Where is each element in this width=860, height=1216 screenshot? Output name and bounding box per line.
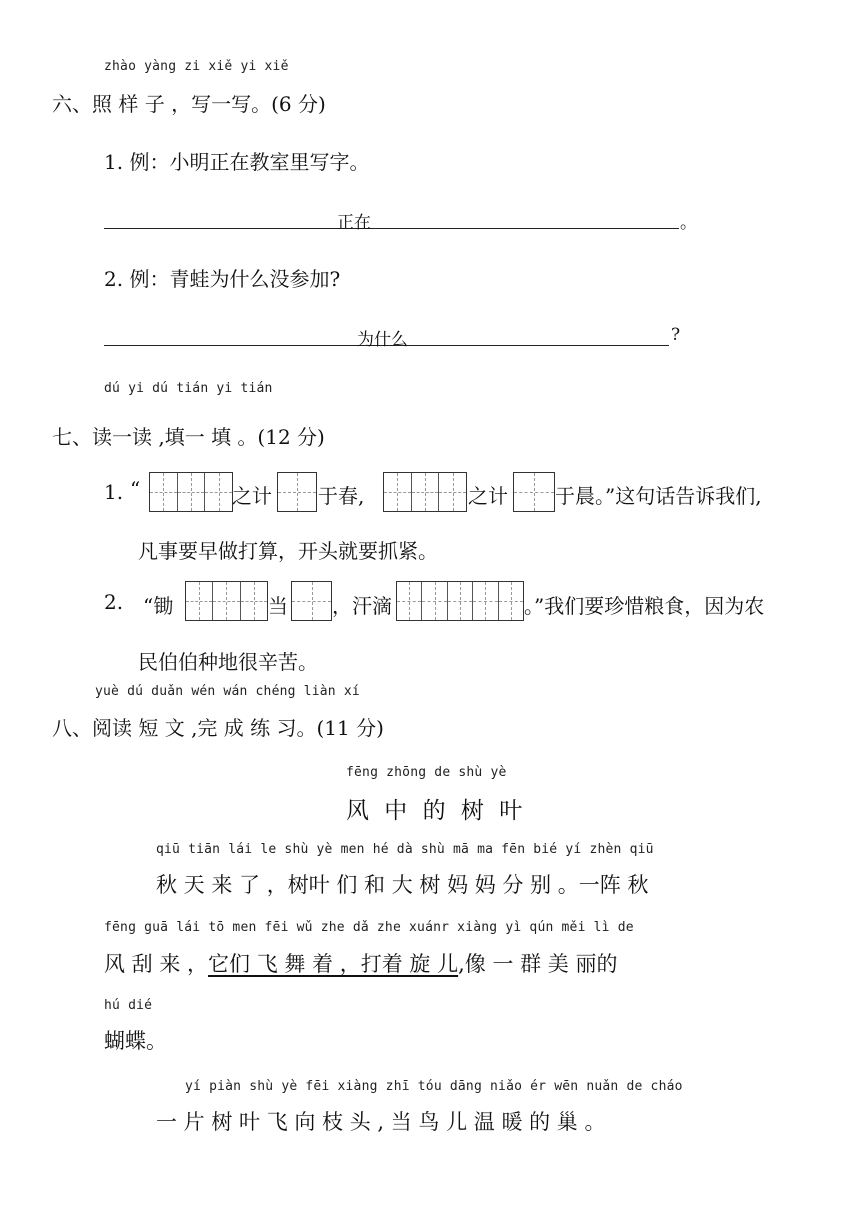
section6-q2-end-punct: ? xyxy=(671,325,681,345)
section7-q1-line2: 凡事要早做打算，开头就要抓紧。 xyxy=(138,539,438,563)
passage-p3-text: 蝴蝶。 xyxy=(104,1029,167,1053)
section7-q1-text-4: 于晨。”这句话告诉我们, xyxy=(555,484,762,508)
passage-title: 风 中 的 树 叶 xyxy=(346,798,527,824)
passage-p2-text-b: ,像 一 群 美 丽的 xyxy=(458,952,618,976)
section6-q2-fill-word: 为什么 xyxy=(357,330,408,350)
section7-q1-text-3: 之计 xyxy=(468,484,508,508)
section7-q2-text-4: 。”我们要珍惜粮食，因为农 xyxy=(524,594,765,618)
section6-q1-end-punct: 。 xyxy=(680,213,697,233)
section7-q1-open-quote: “ xyxy=(130,477,141,501)
fill-box-5char[interactable] xyxy=(396,581,524,621)
section7-title: 七、读一读 ,填一 填 。(12 分) xyxy=(52,425,325,449)
section7-q2-text-1: “锄 xyxy=(143,594,174,618)
passage-title-pinyin: fēng zhōng de shù yè xyxy=(346,765,507,780)
passage-p3-pinyin: hú dié xyxy=(104,998,153,1013)
section7-q1-text-2: 于春, xyxy=(318,484,365,508)
section7-pinyin: dú yi dú tián yi tián xyxy=(104,381,273,396)
section8-pinyin: yuè dú duǎn wén wán chéng liàn xí xyxy=(95,684,360,699)
section7-q2-text-3: ，汗滴 xyxy=(332,594,392,618)
section7-q1-number: 1. xyxy=(104,480,124,504)
passage-p2-text-a: 风 刮 来 ， xyxy=(104,952,209,976)
section8-title: 八、阅读 短 文 ,完 成 练 习。(11 分) xyxy=(52,716,384,740)
section7-q1-text-1: 之计 xyxy=(232,484,272,508)
fill-box-1char[interactable] xyxy=(277,472,317,512)
section6-q2-example: 2. 例：青蛙为什么没参加? xyxy=(104,267,341,291)
passage-p2-text xyxy=(104,948,617,978)
fill-box-1char[interactable] xyxy=(291,581,332,621)
section7-q2-line2: 民伯伯种地很辛苦。 xyxy=(138,650,318,674)
passage-p4-pinyin: yí piàn shù yè fēi xiàng zhī tóu dāng niǎo ér wēn nuǎn de cháo xyxy=(185,1079,683,1094)
section7-q2-number: 2. xyxy=(104,590,124,614)
section6-title: 六、照 样 子 ，写一写。(6 分) xyxy=(52,92,326,116)
fill-box-3char[interactable] xyxy=(149,472,233,512)
passage-p2-pinyin: fēng guā lái tō men fēi wǔ zhe dǎ zhe xuánr xiàng yì qún měi lì de xyxy=(104,920,634,935)
section6-q1-example: 1. 例：小明正在教室里写字。 xyxy=(104,150,370,174)
fill-box-1char[interactable] xyxy=(513,472,555,512)
passage-p2-underlined: 它们 飞 舞 着 ，打着 旋 儿 xyxy=(208,952,459,976)
passage-p1-pinyin: qiū tiān lái le shù yè men hé dà shù mā ma fēn bié yí zhèn qiū xyxy=(156,842,654,857)
fill-box-3char[interactable] xyxy=(185,581,268,621)
passage-p1-text: 秋 天 来 了 ，树叶 们 和 大 树 妈 妈 分 别 。一阵 秋 xyxy=(156,873,649,897)
section7-q2-text-2: 当 xyxy=(268,594,288,618)
section6-q1-answer-line[interactable] xyxy=(104,228,679,229)
section6-q1-fill-word: 正在 xyxy=(337,213,371,233)
section6-pinyin: zhào yàng zi xiě yi xiě xyxy=(104,59,289,74)
passage-p4-text: 一 片 树 叶 飞 向 枝 头 , 当 鸟 儿 温 暖 的 巢 。 xyxy=(156,1110,606,1134)
fill-box-3char[interactable] xyxy=(383,472,467,512)
